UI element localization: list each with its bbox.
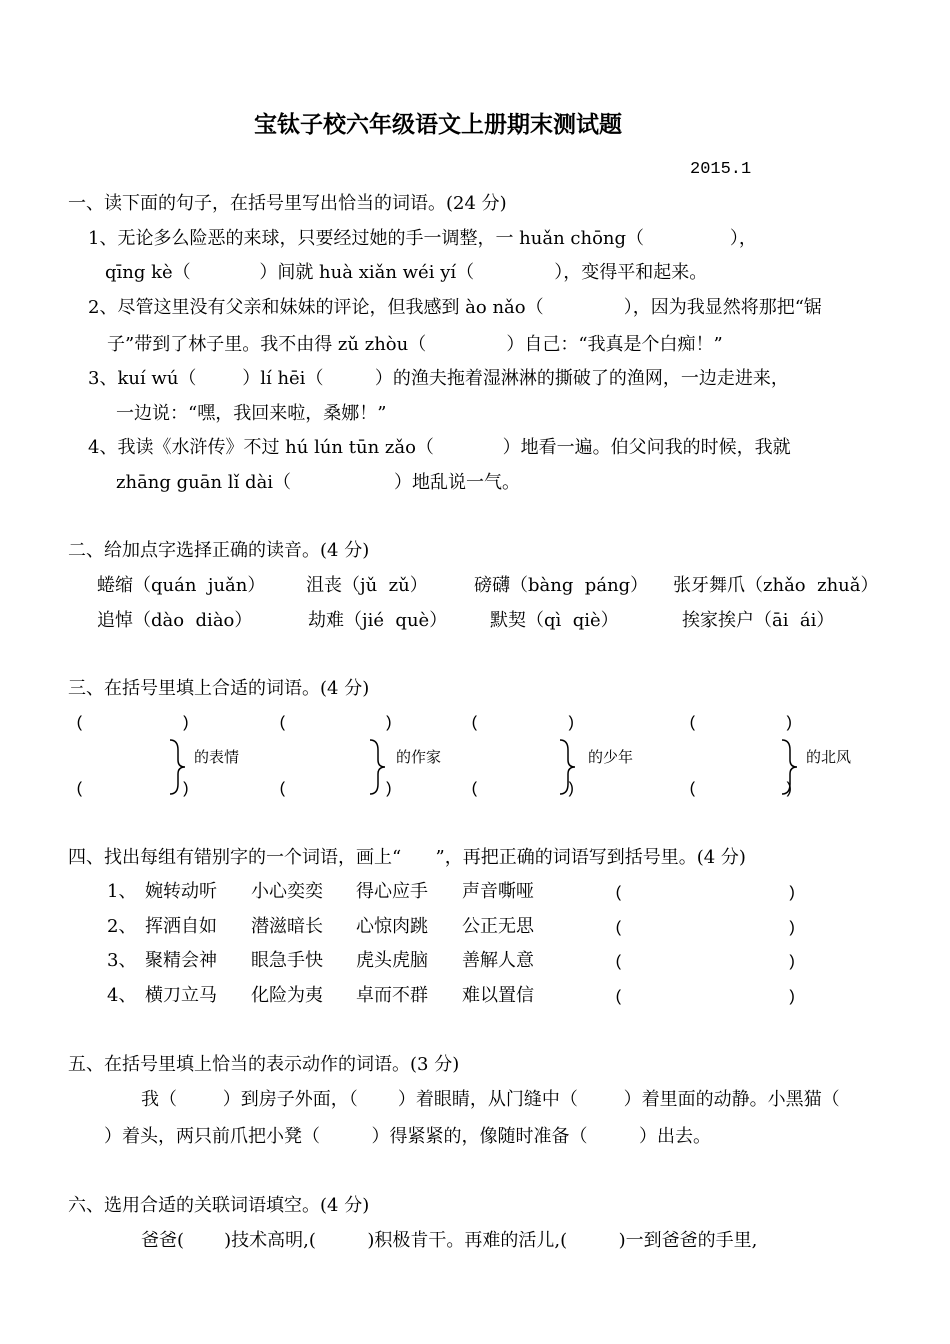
answer-paren: ( ) [614, 919, 797, 937]
s1-line-3a: 3、kuí wú（ ）lí hēi（ ）的渔夫拖着湿淋淋的撕破了的渔网，一边走进来， [88, 368, 789, 389]
fill-paren: ( ) [688, 780, 794, 798]
answer-paren: ( ) [614, 884, 797, 902]
brace-target: 的作家 [396, 748, 442, 766]
exam-date: 2015.1 [690, 160, 752, 179]
word: 横刀立马 [145, 985, 217, 1006]
brace-target: 的表情 [194, 748, 240, 766]
row-number: 4、 [107, 985, 137, 1006]
word: 难以置信 [462, 985, 534, 1006]
s5-line-1: 我（ ）到房子外面，（ ）着眼睛，从门缝中（ ）着里面的动静。小黑猫（ [141, 1089, 840, 1110]
pinyin-item: 磅礴（bàng páng） [474, 575, 649, 596]
section-1-heading: 一、读下面的句子，在括号里写出恰当的词语。(24 分) [68, 193, 507, 214]
curly-brace [168, 738, 188, 796]
fill-paren: ( ) [75, 780, 191, 798]
s1-line-3b: 一边说：“嘿，我回来啦，桑娜！” [116, 403, 387, 424]
pinyin-item: 张牙舞爪（zhǎo zhuǎ） [673, 575, 879, 596]
s1-line-2b: 子”带到了林子里。我不由得 zǔ zhòu（ ）自己：“我真是个白痴！” [107, 334, 723, 355]
s5-line-2: ）着头，两只前爪把小凳（ ）得紧紧的，像随时准备（ ）出去。 [104, 1126, 711, 1147]
word: 公正无思 [462, 916, 534, 937]
pinyin-item: 追悼（dào diào） [97, 610, 253, 631]
section-6-heading: 六、选用合适的关联词语填空。(4 分) [68, 1195, 370, 1216]
fill-paren: ( ) [278, 780, 394, 798]
brace-target: 的北风 [806, 748, 852, 766]
pinyin-item: 劫难（jié què） [308, 610, 448, 631]
word: 眼急手快 [251, 950, 323, 971]
row-number: 3、 [107, 950, 137, 971]
answer-paren: ( ) [614, 988, 797, 1006]
s6-line-1: 爸爸( )技术高明,( )积极肯干。再难的活儿,( )一到爸爸的手里, [141, 1230, 758, 1251]
fill-paren: ( ) [278, 714, 394, 732]
word: 挥洒自如 [145, 916, 217, 937]
word: 得心应手 [356, 881, 428, 902]
word: 虎头虎脑 [356, 950, 428, 971]
brace-target: 的少年 [588, 748, 634, 766]
section-4-heading: 四、找出每组有错别字的一个词语，画上“ ”，再把正确的词语写到括号里。(4 分) [68, 847, 746, 868]
pinyin-item: 默契（qì qiè） [490, 610, 619, 631]
answer-paren: ( ) [614, 953, 797, 971]
section-5-heading: 五、在括号里填上恰当的表示动作的词语。(3 分) [68, 1054, 460, 1075]
s1-line-1b: qīng kè（ ）间就 huà xiǎn wéi yí（ ），变得平和起来。 [105, 262, 708, 283]
section-3-heading: 三、在括号里填上合适的词语。(4 分) [68, 678, 370, 699]
pinyin-item: 沮丧（jǔ zǔ） [306, 575, 428, 596]
fill-paren: ( ) [470, 780, 576, 798]
page-title: 宝钛子校六年级语文上册期末测试题 [254, 112, 622, 138]
pinyin-item: 挨家挨户（āi ái） [682, 610, 835, 631]
section-2-heading: 二、给加点字选择正确的读音。(4 分) [68, 540, 370, 561]
s1-line-4b: zhāng guān lǐ dài（ ）地乱说一气。 [116, 472, 521, 493]
fill-paren: ( ) [688, 714, 794, 732]
word: 声音嘶哑 [462, 881, 534, 902]
s1-line-2a: 2、尽管这里没有父亲和妹妹的评论，但我感到 ào nǎo（ ），因为我显然将那把“锯 [88, 297, 822, 318]
word: 潜滋暗长 [251, 916, 323, 937]
word: 善解人意 [462, 950, 534, 971]
curly-brace [558, 738, 578, 796]
curly-brace [780, 738, 800, 796]
word: 婉转动听 [145, 881, 217, 902]
row-number: 2、 [107, 916, 137, 937]
curly-brace [368, 738, 388, 796]
row-number: 1、 [107, 881, 137, 902]
word: 聚精会神 [145, 950, 217, 971]
word: 化险为夷 [251, 985, 323, 1006]
fill-paren: ( ) [75, 714, 191, 732]
pinyin-item: 蜷缩（quán juǎn） [97, 575, 266, 596]
fill-paren: ( ) [470, 714, 576, 732]
word: 心惊肉跳 [356, 916, 428, 937]
word: 卓而不群 [356, 985, 428, 1006]
s1-line-4a: 4、我读《水浒传》不过 hú lún tūn zǎo（ ）地看一遍。伯父问我的时候，我就 [88, 437, 791, 458]
word: 小心奕奕 [251, 881, 323, 902]
s1-line-1a: 1、无论多么险恶的来球，只要经过她的手一调整，一 huǎn chōng（ ）， [88, 228, 757, 249]
